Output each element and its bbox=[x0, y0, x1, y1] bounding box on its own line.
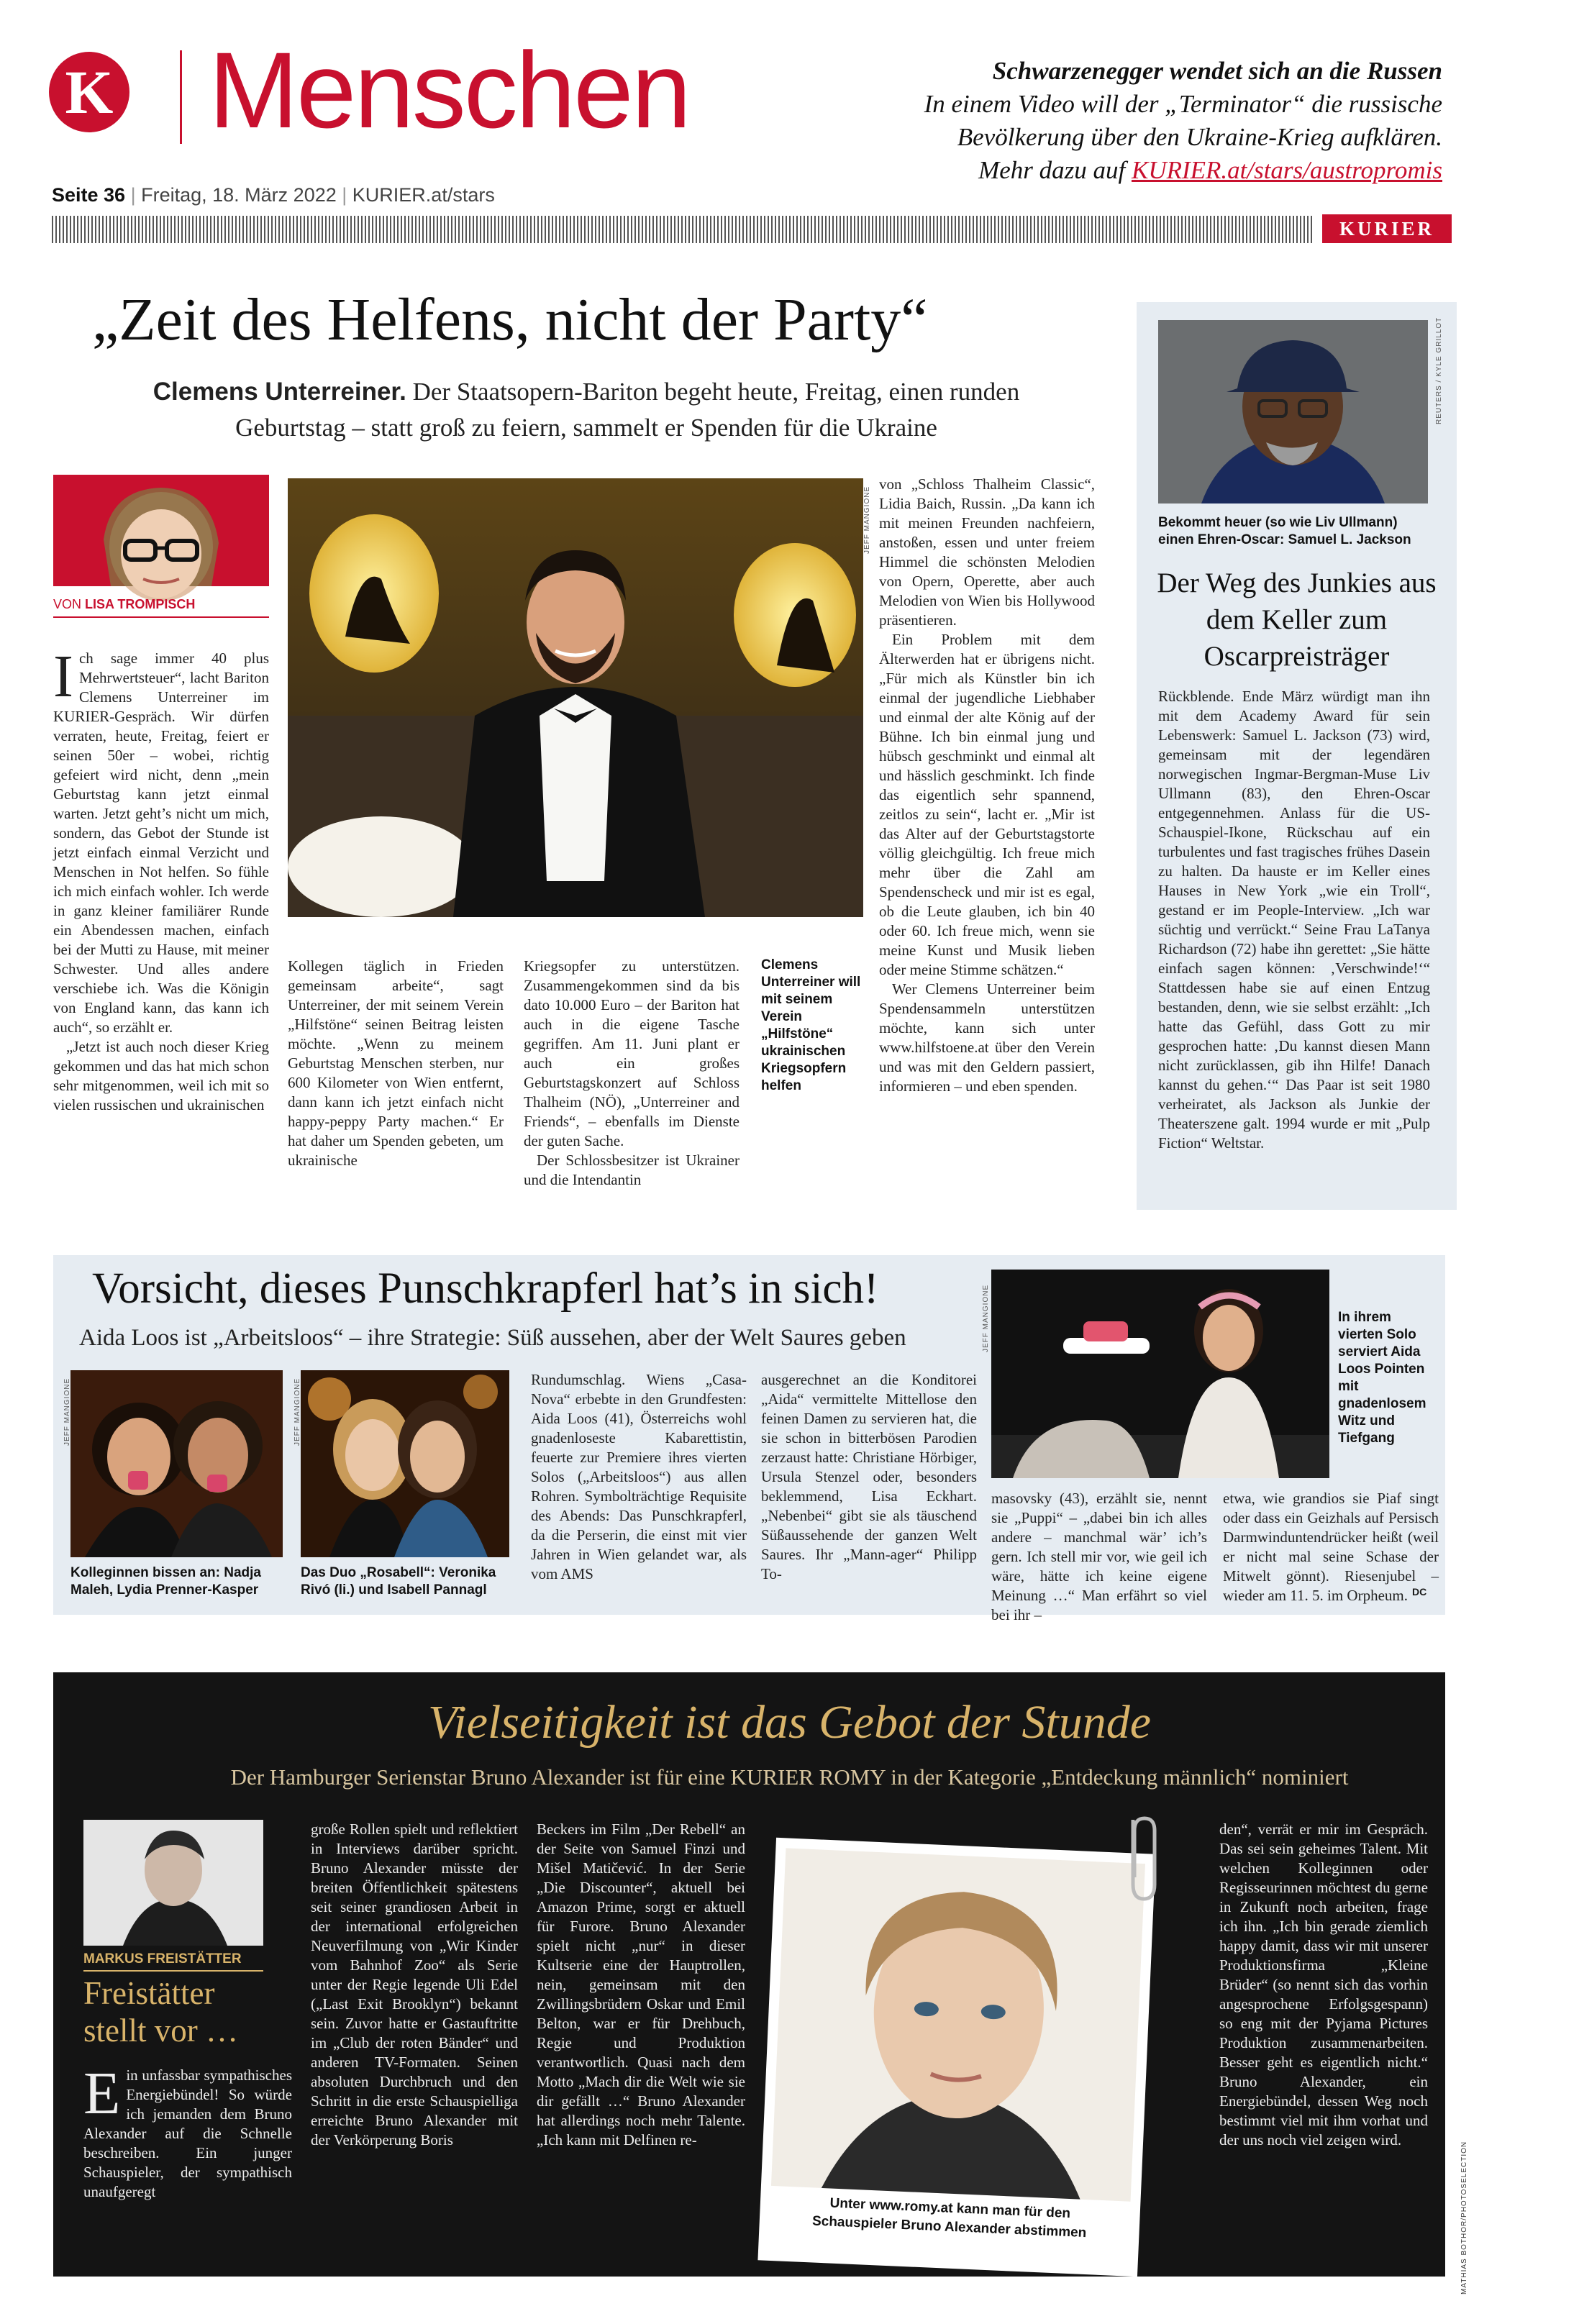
jackson-portrait bbox=[1158, 320, 1428, 503]
story3-photo-credit: MATHIAS BOTHOR/PHOTOSELECTION bbox=[1460, 2141, 1468, 2295]
story1-col4 bbox=[879, 475, 1095, 1203]
story3-headline: Vielseitigkeit ist das Gebot der Stunde bbox=[427, 1696, 1152, 1749]
story3-subhead: Der Hamburger Serienstar Bruno Alexander ist für eine KURIER ROMY in der Kategorie „Entdeckung männlich“ nominiert bbox=[230, 1764, 1349, 1790]
story3-col1-text: in unfassbar sympathisches Energiebündel! So würde ich jemanden dem Bruno Alexander auf die Schnelle beschreiben. Ein junger Schauspieler, der sympathisch unaufgeregt bbox=[83, 2066, 292, 2200]
baritone-photo bbox=[288, 478, 863, 917]
story1-photo-credit: JEFF MANGIONE bbox=[863, 486, 871, 554]
dropcap-i: I bbox=[53, 643, 73, 710]
story2-caption1: Kolleginnen bissen an: Nadja Maleh, Lydia Prenner-Kasper bbox=[70, 1565, 261, 1598]
story2-col2 bbox=[761, 1370, 977, 1600]
sidebar-body bbox=[1158, 687, 1430, 1198]
section-title: Menschen bbox=[209, 29, 690, 150]
story2-caption3: In ihrem vierten Solo serviert Aida Loos Pointen mit gnadenlosem Witz und Tiefgang bbox=[1338, 1310, 1426, 1446]
rosabell-photo bbox=[301, 1370, 509, 1557]
page-url[interactable]: KURIER.at/stars bbox=[352, 184, 495, 206]
photo-caption-line1: Unter www.romy.at kann man für den bbox=[829, 2195, 1071, 2222]
story2-credit3: JEFF MANGIONE bbox=[982, 1284, 990, 1352]
author-photo bbox=[53, 475, 269, 586]
logo-letter: K bbox=[65, 58, 114, 127]
story2-photo3 bbox=[991, 1270, 1329, 1478]
story2-caption2: Das Duo „Rosabell“: Veronika Rivó (li.) und Isabell Pannagl bbox=[301, 1565, 496, 1598]
page-number: Seite 36 bbox=[52, 184, 126, 206]
story2-col4-text: etwa, wie grandios sie Piaf singt oder dass ein Geizhals auf Persisch Darmwinduntendrücker heißt (weil er nicht mal seine Schase der Mitwelt gönnt). Riesenjubel – wieder am 11. 5. im Orpheum. bbox=[1223, 1490, 1439, 1604]
story2-photo1 bbox=[70, 1370, 283, 1557]
story1-col1-p2: „Jetzt ist auch noch dieser Krieg gekommen und das hat mich schon sehr mitgenommen, weil ich mit so vielen russischen und ukrainischen bbox=[53, 1038, 269, 1113]
story2-col2-text: ausgerechnet an die Konditorei „Aida“ vermittelte Mittellose den feinen Damen zu servieren hat, die sie schon in bitterbösen Parodien zerzaust hatte: Christiane Hörbiger, Ursula Stenzel oder, besonders beklemmend, Lisa Eckhart. „Nebenbei“ gibt sie als täuschend Süßaussehende der ganzen Welt Saures. Ihr „Mann-ager“ Philipp To- bbox=[761, 1371, 977, 1582]
story1-col1-p1: ch sage immer 40 plus Mehrwertsteuer“, lacht Bariton Clemens Unterreiner im KURIER-Gespräch. Wir dürfen verraten, heute, Freitag, feiert er seinen 50er – wobei, richtig gefeiert wird nicht, denn „mein Geburtstag kann jetzt einmal warten. Jetzt geht’s nicht um mich, sondern, das Gebot der Stunde ist jetzt einfach einmal Verzicht und Menschen in Not helfen. So fühle ich mich einfach wohler. Ich werde in ganz kleiner familiärer Runde ein Abendessen machen, einfach bei der Mutti zu Hause, mit meiner Schwester. Und alles andere verschiebe ich. Was die Königin von England kann, das kann ich auch“, so erzählt er. bbox=[53, 650, 269, 1036]
author-portrait bbox=[53, 475, 269, 586]
story3-col1 bbox=[83, 2060, 292, 2264]
story2-credit1: JEFF MANGIONE bbox=[63, 1377, 71, 1446]
column-title-line2: stellt vor … bbox=[83, 2013, 238, 2049]
brand-tag: KURIER bbox=[1322, 214, 1452, 243]
story1-subhead-line2: Geburtstag – statt groß zu feiern, sammelt er Spenden für die Ukraine bbox=[235, 414, 937, 442]
colleagues-photo bbox=[70, 1370, 283, 1557]
dropcap-e: E bbox=[83, 2060, 121, 2127]
story1-headline: „Zeit des Helfens, nicht der Party“ bbox=[92, 286, 928, 353]
aida-loos-photo bbox=[991, 1270, 1329, 1478]
author-photo-2 bbox=[83, 1820, 263, 1946]
story1-col2-text: Kollegen täglich in Frieden gemeinsam arbeite“, sagt Unterreiner, der mit seinem Verein „Hilfstöne“ seinen Beitrag leisten möchte. „Wenn zu meinem Geburtstag Menschen sterben, nur 600 Kilometer von Wien entfernt, dann kann ich jetzt einfach nicht happy-peppy Party machen.“ Er hat daher um Spenden gebeten, um ukrainische bbox=[288, 957, 504, 1169]
story2-col4 bbox=[1223, 1489, 1439, 1604]
story1-col2 bbox=[288, 957, 504, 1201]
story2-credit2: JEFF MANGIONE bbox=[293, 1377, 301, 1446]
story3-col4 bbox=[1219, 1820, 1428, 2266]
sidebar-headline: Der Weg des Junkies aus dem Keller zum Oscarpreisträger bbox=[1157, 568, 1437, 672]
story1-col1 bbox=[53, 643, 269, 1203]
bruno-photo bbox=[768, 1848, 1145, 2266]
sidebar-photo-credit: REUTERS / KYLE GRILLOT bbox=[1435, 316, 1443, 424]
sidebar-photo bbox=[1158, 320, 1428, 503]
byline-name: LISA TROMPISCH bbox=[85, 597, 196, 611]
story1-col3 bbox=[524, 957, 740, 1201]
teaser-box bbox=[795, 55, 1442, 187]
story1-col4-p2: Ein Problem mit dem Älterwerden hat er übrigens nicht. „Für mich als Künstler bin ich einmal der jugendliche Liebhaber und einmal der alte König auf der Bühne. Ich bin einmal jung und hübsch geschminkt und einmal alt und hässlich geschminkt. Ich finde das eigentlich sehr spannend, zeitlos zu sein“, lacht er. „Mir ist das Alter auf der Geburtstagstorte völlig gleichgültig. Ich freue mich mehr über die Zahl am Spendenscheck und mir ist es egal, ob die Leute glauben, ich bin 40 oder 60. Ich freue mich, wenn sie meine Kunst und Musik lieben oder meine Stimme schätzen.“ bbox=[879, 631, 1095, 978]
story2-col1-text: Rundumschlag. Wiens „Casa-Nova“ erbebte in den Grundfesten: Aida Loos (41), Österreichs wohl gnadenloseste Kabarettistin, feuerte zur Premiere ihres vierten Solos („Arbeitsloos“) aus allen Rohren. Symbolträchtige Requisite des Abends: Das Punschkrapferl, da die Perserin, die einst mit vier Jahren in Wien gelandet war, als vom AMS bbox=[531, 1371, 747, 1582]
story1-subhead-lead: Clemens Unterreiner. bbox=[153, 378, 406, 406]
teaser-title: Schwarzenegger wendet sich an die Russen bbox=[992, 57, 1442, 85]
bruno-photo-caption bbox=[769, 2192, 1130, 2245]
header-rule bbox=[52, 216, 1314, 243]
story2-headline: Vorsicht, dieses Punschkrapferl hat’s in sich! bbox=[92, 1264, 879, 1313]
page-meta: Seite 36 | Freitag, 18. März 2022 | KURIER.at/stars bbox=[52, 184, 495, 206]
byline bbox=[53, 597, 269, 618]
bruno-portrait bbox=[771, 1848, 1145, 2201]
teaser-line3: Mehr dazu auf bbox=[978, 156, 1132, 184]
story1-subhead bbox=[112, 374, 1061, 446]
story1-caption: Clemens Unterreiner will mit seinem Verein „Hilfstöne“ ukrainischen Kriegsopfern helfen bbox=[761, 957, 861, 1093]
story2-photo2 bbox=[301, 1370, 509, 1557]
story3-col3 bbox=[537, 1820, 745, 2266]
column-title-line1: Freistätter bbox=[83, 1975, 215, 2011]
sidebar-body-text: Rückblende. Ende März würdigt man ihn mit dem Academy Award für sein Lebenswerk: Samuel L. Jackson (73) wird, gemeinsam mit der legendären norwegischen Ingmar-Bergman-Muse Liv Ullmann (83), den Ehren-Oscar entgegennehmen. Anlass für die US-Schauspiel-Ikone, Rückschau auf ein turbulentes und fast tragisches frühes Dasein zu halten. Da hauste er im Keller eines Hauses in New York „wie ein Troll“, gestand er im People-Interview. „Ich war süchtig und verrückt.“ Seine Frau LaTanya Richardson (72) habe ihn gerettet: „Sie hätte einfach sagen können: ‚Verschwinde!‘“ Stattdessen habe sie auf einen Entzug bestanden, denn, wie sie selbst erzählt: „Ich hatte das Gefühl, dass Gott zu mir gesprochen hatte: ‚Du kannst diesen Mann nicht zurücklassen, gib ihn Hilfe! Danach kannst du gehen.‘“ Das Paar ist seit 1980 verheiratet, als Jackson als Junkie der Theaterszene galt. 1994 wurde er mit „Pulp Fiction“ Weltstar. bbox=[1158, 688, 1430, 1152]
header-divider bbox=[180, 50, 182, 144]
story3-col3-text: Beckers im Film „Der Rebell“ an der Seite von Samuel Finzi und Mišel Matičević. In der Serie „Die Discounter“, aktuell bei Amazon Prime, sorgt er aktuell für Furore. Bruno Alexander spielt nicht „nur“ in dieser Kultserie eine der Hauptrollen, nein, gemeinsam mit den Zwillingsbrüdern Oskar und Emil Belton, war er für Drehbuch, Regie und Produktion verantwortlich. Quasi nach dem Motto „Mach dir die Welt wie sie dir gefällt …“ Bruno Alexander hat allerdings noch mehr Talente. „Ich kann mit Delfinen re- bbox=[537, 1821, 745, 2148]
story2-col1 bbox=[531, 1370, 747, 1600]
logo-circle[interactable] bbox=[49, 52, 129, 132]
teaser-link[interactable]: KURIER.at/stars/austropromis bbox=[1131, 156, 1442, 184]
freistaetter-portrait bbox=[83, 1820, 263, 1946]
story2-subhead: Aida Loos ist „Arbeitsloos“ – ihre Strategie: Süß aussehen, aber der Welt Saures geben bbox=[79, 1325, 906, 1351]
story3-col2-text: große Rollen spielt und reflektiert in Interviews darüber spricht. Bruno Alexander müsste der breiten Öffentlichkeit spätestens seit seiner grandiosen Arbeit in der international erfolgreichen Neuverfilmung von „Wir Kinder vom Bahnhof Zoo“ als Serie unter der Regie legende Uli Edel („Last Exit Brooklyn“) bekannt sein. Zuvor hatte er Gastauftritte im „Club der roten Bänder“ und anderen TV-Formaten. Seinen absoluten Durchbruch und den Schritt in die erste Schauspielliga erreichte Bruno Alexander mit der Verkörperung Boris bbox=[311, 1821, 518, 2148]
page-date: Freitag, 18. März 2022 bbox=[141, 184, 337, 206]
main-photo bbox=[288, 478, 863, 917]
sidebar-caption: Bekommt heuer (so wie Liv Ullmann) einen Ehren-Oscar: Samuel L. Jackson bbox=[1158, 515, 1411, 547]
teaser-line1: In einem Video will der „Terminator“ die russische bbox=[924, 90, 1442, 118]
story2-signature: DC bbox=[1412, 1586, 1427, 1598]
story1-col3-text: Kriegsopfer zu unterstützen. Zusammengekommen sind da bis dato 10.000 Euro – der Bariton hat auch in die eigene Tasche gegriffen. Am 11. Juni plant er auch ein großes Geburtstagskonzert auf Schloss Thalheim (NÖ), „Unterreiner and Friends“, – ebenfalls im Dienste der guten Sache. bbox=[524, 957, 740, 1149]
story1-subhead-line1: Der Staatsopern-Bariton begeht heute, Freitag, einen runden bbox=[406, 378, 1020, 406]
photo-caption-line2: Schauspieler Bruno Alexander abstimmen bbox=[811, 2213, 1087, 2241]
story2-col3-text: masovsky (43), erzählt sie, nennt sie „Puppi“ – „dabei bin ich alles andere – manchmal wär’ ich’s gern. Ich stell mir vor, wie geil ich wäre, hätte ich keine eigene Meinung …“ Man erfährt so viel bei ihr – bbox=[991, 1490, 1207, 1623]
story1-col4-p1: von „Schloss Thalheim Classic“, Lidia Baich, Russin. „Da kann ich mit meinen Freunden nachfeiern, anstoßen, essen und unter freiem Himmel die schönsten Melodien von Opern, Operette, aber auch Melodien von Wien bis Hollywood präsentieren. bbox=[879, 475, 1095, 629]
story1-col4-p3: Wer Clemens Unterreiner beim Spendensammeln unterstützen möchte, kann sich unter www.hilfstoene.at über den Verein und was mit den Geldern passiert, informieren – und eben spenden. bbox=[879, 980, 1095, 1095]
byline-prefix: VON bbox=[53, 597, 82, 611]
paperclip-icon bbox=[1111, 1813, 1169, 1906]
story3-col2 bbox=[311, 1820, 518, 2266]
story3-column-title bbox=[83, 1974, 238, 2049]
story3-col4-text: den“, verrät er mir im Gespräch. Das sei sein geheimes Talent. Mit welchen Kolleginnen oder Regisseurinnen möchtest du gerne in Zukunft noch arbeiten, frage ich ihn. „Ich bin gerade ziemlich happy damit, dass wir mit unserer Produktionsfirma „Kleine Brüder“ (so nennt sich das vorhin angesprochene Erfolgsgespann) so eng mit der Pyjama Pictures Produktion zusammenarbeiten. Besser geht es eigentlich nicht.“ Bruno Alexander, ein Energiebündel, dessen Weg noch bestimmt viel mit ihm vorhat und der uns noch viel zeigen wird. bbox=[1219, 1821, 1428, 2148]
story2-col3 bbox=[991, 1489, 1207, 1623]
story3-author: MARKUS FREISTÄTTER bbox=[83, 1951, 263, 1972]
story1-col3-p2: Der Schlossbesitzer ist Ukrainer und die Intendantin bbox=[524, 1152, 740, 1188]
teaser-line2: Bevölkerung über den Ukraine-Krieg aufklären. bbox=[957, 123, 1442, 151]
